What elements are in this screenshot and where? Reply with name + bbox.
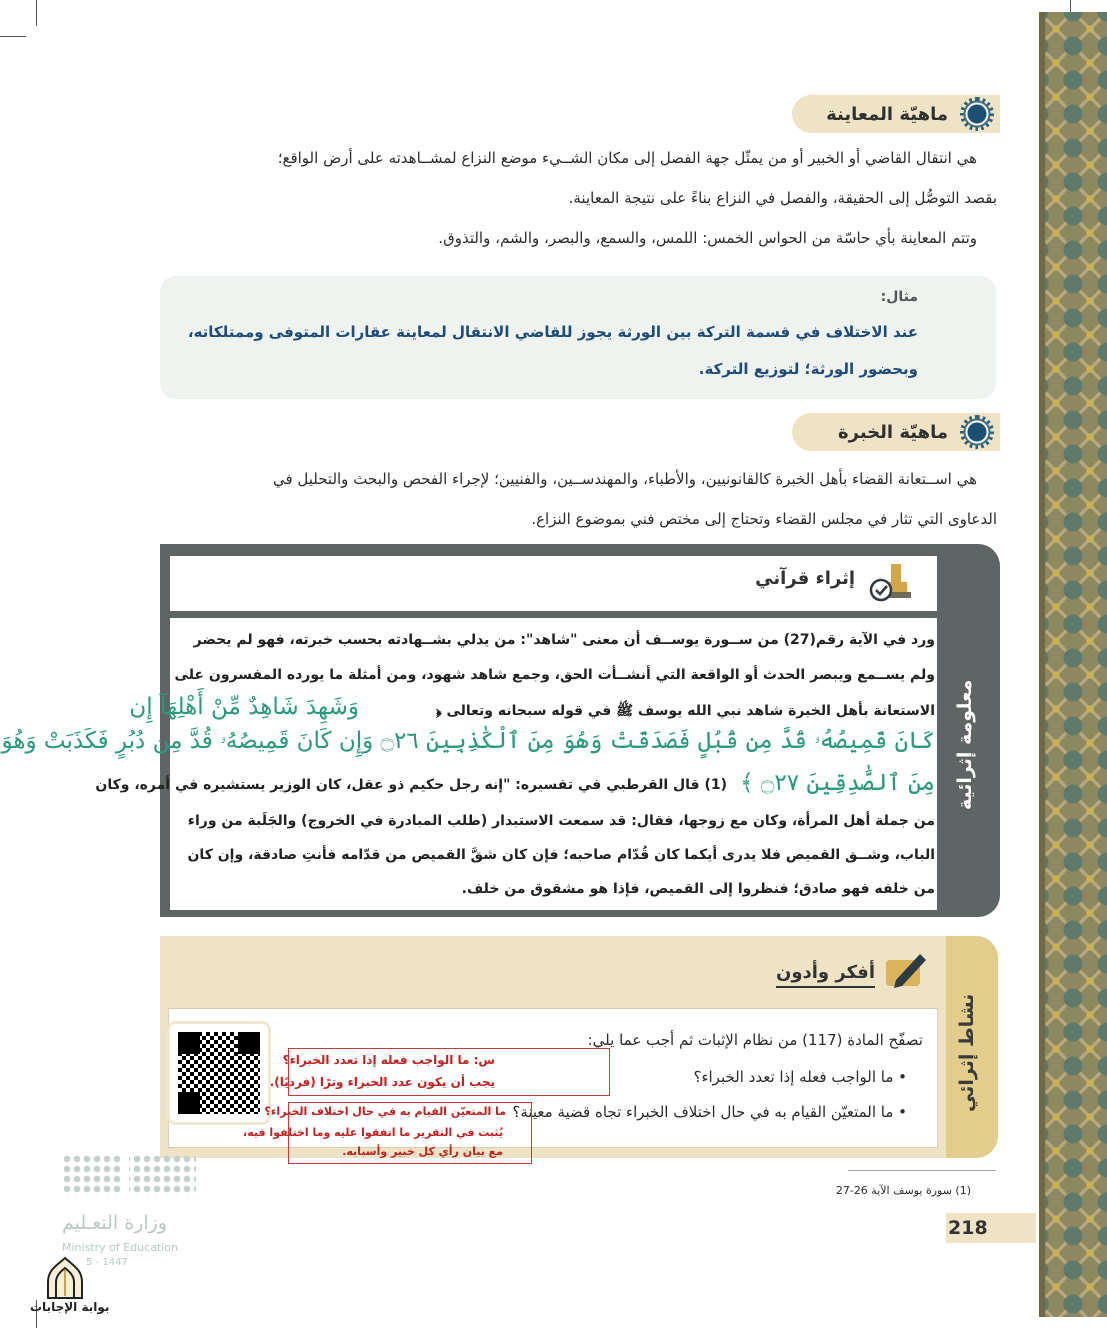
- paragraph-line: الدعاوى التي تثار في مجلس القضاء وتحتاج إلى مختص فني بموضوع النزاع.: [531, 510, 997, 528]
- pen-note-icon: [882, 950, 928, 992]
- answer-annotation-answer: مع بيان رأي كل خبير وأسبابه.: [342, 1145, 503, 1158]
- activity-question: • ما المتعيّن القيام به في حال اختلاف الخبراء تجاه قضية معينة؟: [512, 1103, 907, 1121]
- footnote-separator: [848, 1170, 996, 1171]
- enrichment-side-label: معلومة إثرائية: [954, 679, 976, 810]
- activity-prompt: تصفّح المادة (117) من نظام الإثبات ثم أجب عما يلي:: [587, 1031, 923, 1049]
- quran-verse: مِنَ ٱلصَّٰدِقِينَ ۝٢٧ ﴾: [740, 770, 935, 796]
- watermark-text: بوابة الإجابات: [30, 1300, 110, 1314]
- crop-mark: [1070, 0, 1071, 12]
- paragraph-line: وتتم المعاينة بأي حاسّة من الحواس الخمس: اللمس، والسمع، والبصر، والشم، والتذوق.: [438, 229, 977, 247]
- answer-annotation-answer: يجب أن يكون عدد الخبراء وترًا (فرديًا).: [269, 1075, 495, 1089]
- enrichment-line: من خلفه فهو صادق؛ فنظروا إلى القميص، فإذا هو مشقوق من خلف.: [461, 881, 935, 897]
- enrichment-title-bar: [170, 556, 937, 611]
- answer-annotation-answer: يُثبت في التقرير ما اتفقوا عليه وما اختلفوا فيه،: [243, 1126, 503, 1139]
- watermark-logo-icon: [44, 1256, 86, 1300]
- footnote: (1) سورة يوسف الآية 26-27: [835, 1184, 971, 1197]
- quran-verse: وَشَهِدَ شَاهِدٌ مِّنْ أَهْلِهَآ إِن: [129, 694, 359, 720]
- quran-verse: كَانَ قَمِيصُهُۥ قُدَّ مِن قُبُلٍ فَصَدَقَتْ وَهُوَ مِنَ ٱلْكَٰذِبِينَ ۝٢٦ وَإِن كَانَ قَمِيصُهُۥ قُدَّ مِن دُبُرٍ فَكَذَبَتْ وَهُوَ: [1, 728, 935, 754]
- section-title: ماهيّة الخبرة: [838, 421, 948, 443]
- ministry-year: 5 - 1447: [86, 1257, 128, 1268]
- enrichment-line: من جملة أهل المرأة، وكان مع زوجها، فقال: قد سمعت الاستبدار (طلب المبادرة في الخروج) والجَلَبة من وراء: [187, 813, 935, 829]
- paragraph-line: هي انتقال القاضي أو الخبير أو من يمثّل جهة الفصل إلى مكان الشــيء موضع النزاع لمشــاهدته على أرض الواقع؛: [277, 149, 977, 167]
- crop-mark: [0, 36, 26, 37]
- sun-emblem-icon: [960, 415, 994, 449]
- section-title: ماهيّة المعاينة: [826, 103, 948, 125]
- enrichment-title: إثراء قرآني: [755, 568, 855, 589]
- ministry-name-ar: وزارة التعـليم: [62, 1212, 168, 1234]
- example-line: عند الاختلاف في قسمة التركة بين الورثة يجوز للقاضي الانتقال لمعاينة عقارات المتوفى وممتلكاته،: [187, 323, 918, 341]
- enrichment-line: الباب، وشــق القميص فلا يدرى أيكما كان قُدّام صاحبه؛ فإن كان شقَّ القميص من قدّامه فأنتِ صادقة، وإن كان: [187, 847, 935, 863]
- qr-code[interactable]: [170, 1024, 268, 1122]
- paragraph-line: بقصد التوصُّل إلى الحقيقة، والفصل في النزاع بناءً على نتيجة المعاينة.: [568, 189, 997, 207]
- enrichment-line: (1) قال القرطبي في تفسيره: "إنه رجل حكيم ذو عقل، كان الوزير يستشيره في أمره، وكان: [95, 777, 727, 793]
- enrichment-line: ولم يســمع ويبصر الحدث أو الواقعة التي أنشــأت الحق، وجمع شاهد شهود، ومن أمثلة ما يورده المفسرون على: [174, 667, 935, 683]
- activity-side-label: نشاط إثرائي: [956, 993, 978, 1112]
- activity-question: • ما الواجب فعله إذا تعدد الخبراء؟: [693, 1068, 907, 1086]
- answer-annotation-question: ما المتعيّن القيام به في حال اختلاف الخبراء؟: [264, 1105, 506, 1118]
- decorative-border: [1039, 12, 1107, 1317]
- answer-annotation-question: س: ما الواجب فعله إذا تعدد الخبراء؟: [282, 1053, 495, 1067]
- stamp-check-icon: [869, 562, 915, 604]
- qr-code-pattern: [178, 1032, 260, 1114]
- example-line: وبحضور الورثة؛ لتوزيع التركة.: [698, 360, 918, 378]
- ministry-name-en: Ministry of Education: [62, 1241, 179, 1254]
- page-number: 218: [946, 1213, 1036, 1243]
- example-box: [160, 276, 996, 399]
- paragraph-line: هي اســتعانة القضاء بأهل الخبرة كالقانونيين، والأطباء، والمهندســين، والفنيين؛ لإجراء الفحص والبحث والتحليل في: [272, 470, 977, 488]
- example-label: مثال:: [880, 289, 918, 305]
- crop-mark: [36, 0, 37, 26]
- enrichment-line: ورد في الآية رقم(27) من ســورة يوســف أن معنى "شاهد": من يدلي بشــهادته بحسب خبرته، فهو لم يحضر: [193, 632, 935, 648]
- ministry-logo-icon: [62, 1154, 196, 1196]
- enrichment-content: [1, 618, 937, 910]
- activity-title: أفكر وأدون: [776, 962, 875, 988]
- enrichment-line: الاستعانة بأهل الخبرة شاهد نبي الله يوسف ﷺ في قوله سبحانه وتعالى ﴿: [435, 703, 935, 719]
- sun-emblem-icon: [960, 97, 994, 131]
